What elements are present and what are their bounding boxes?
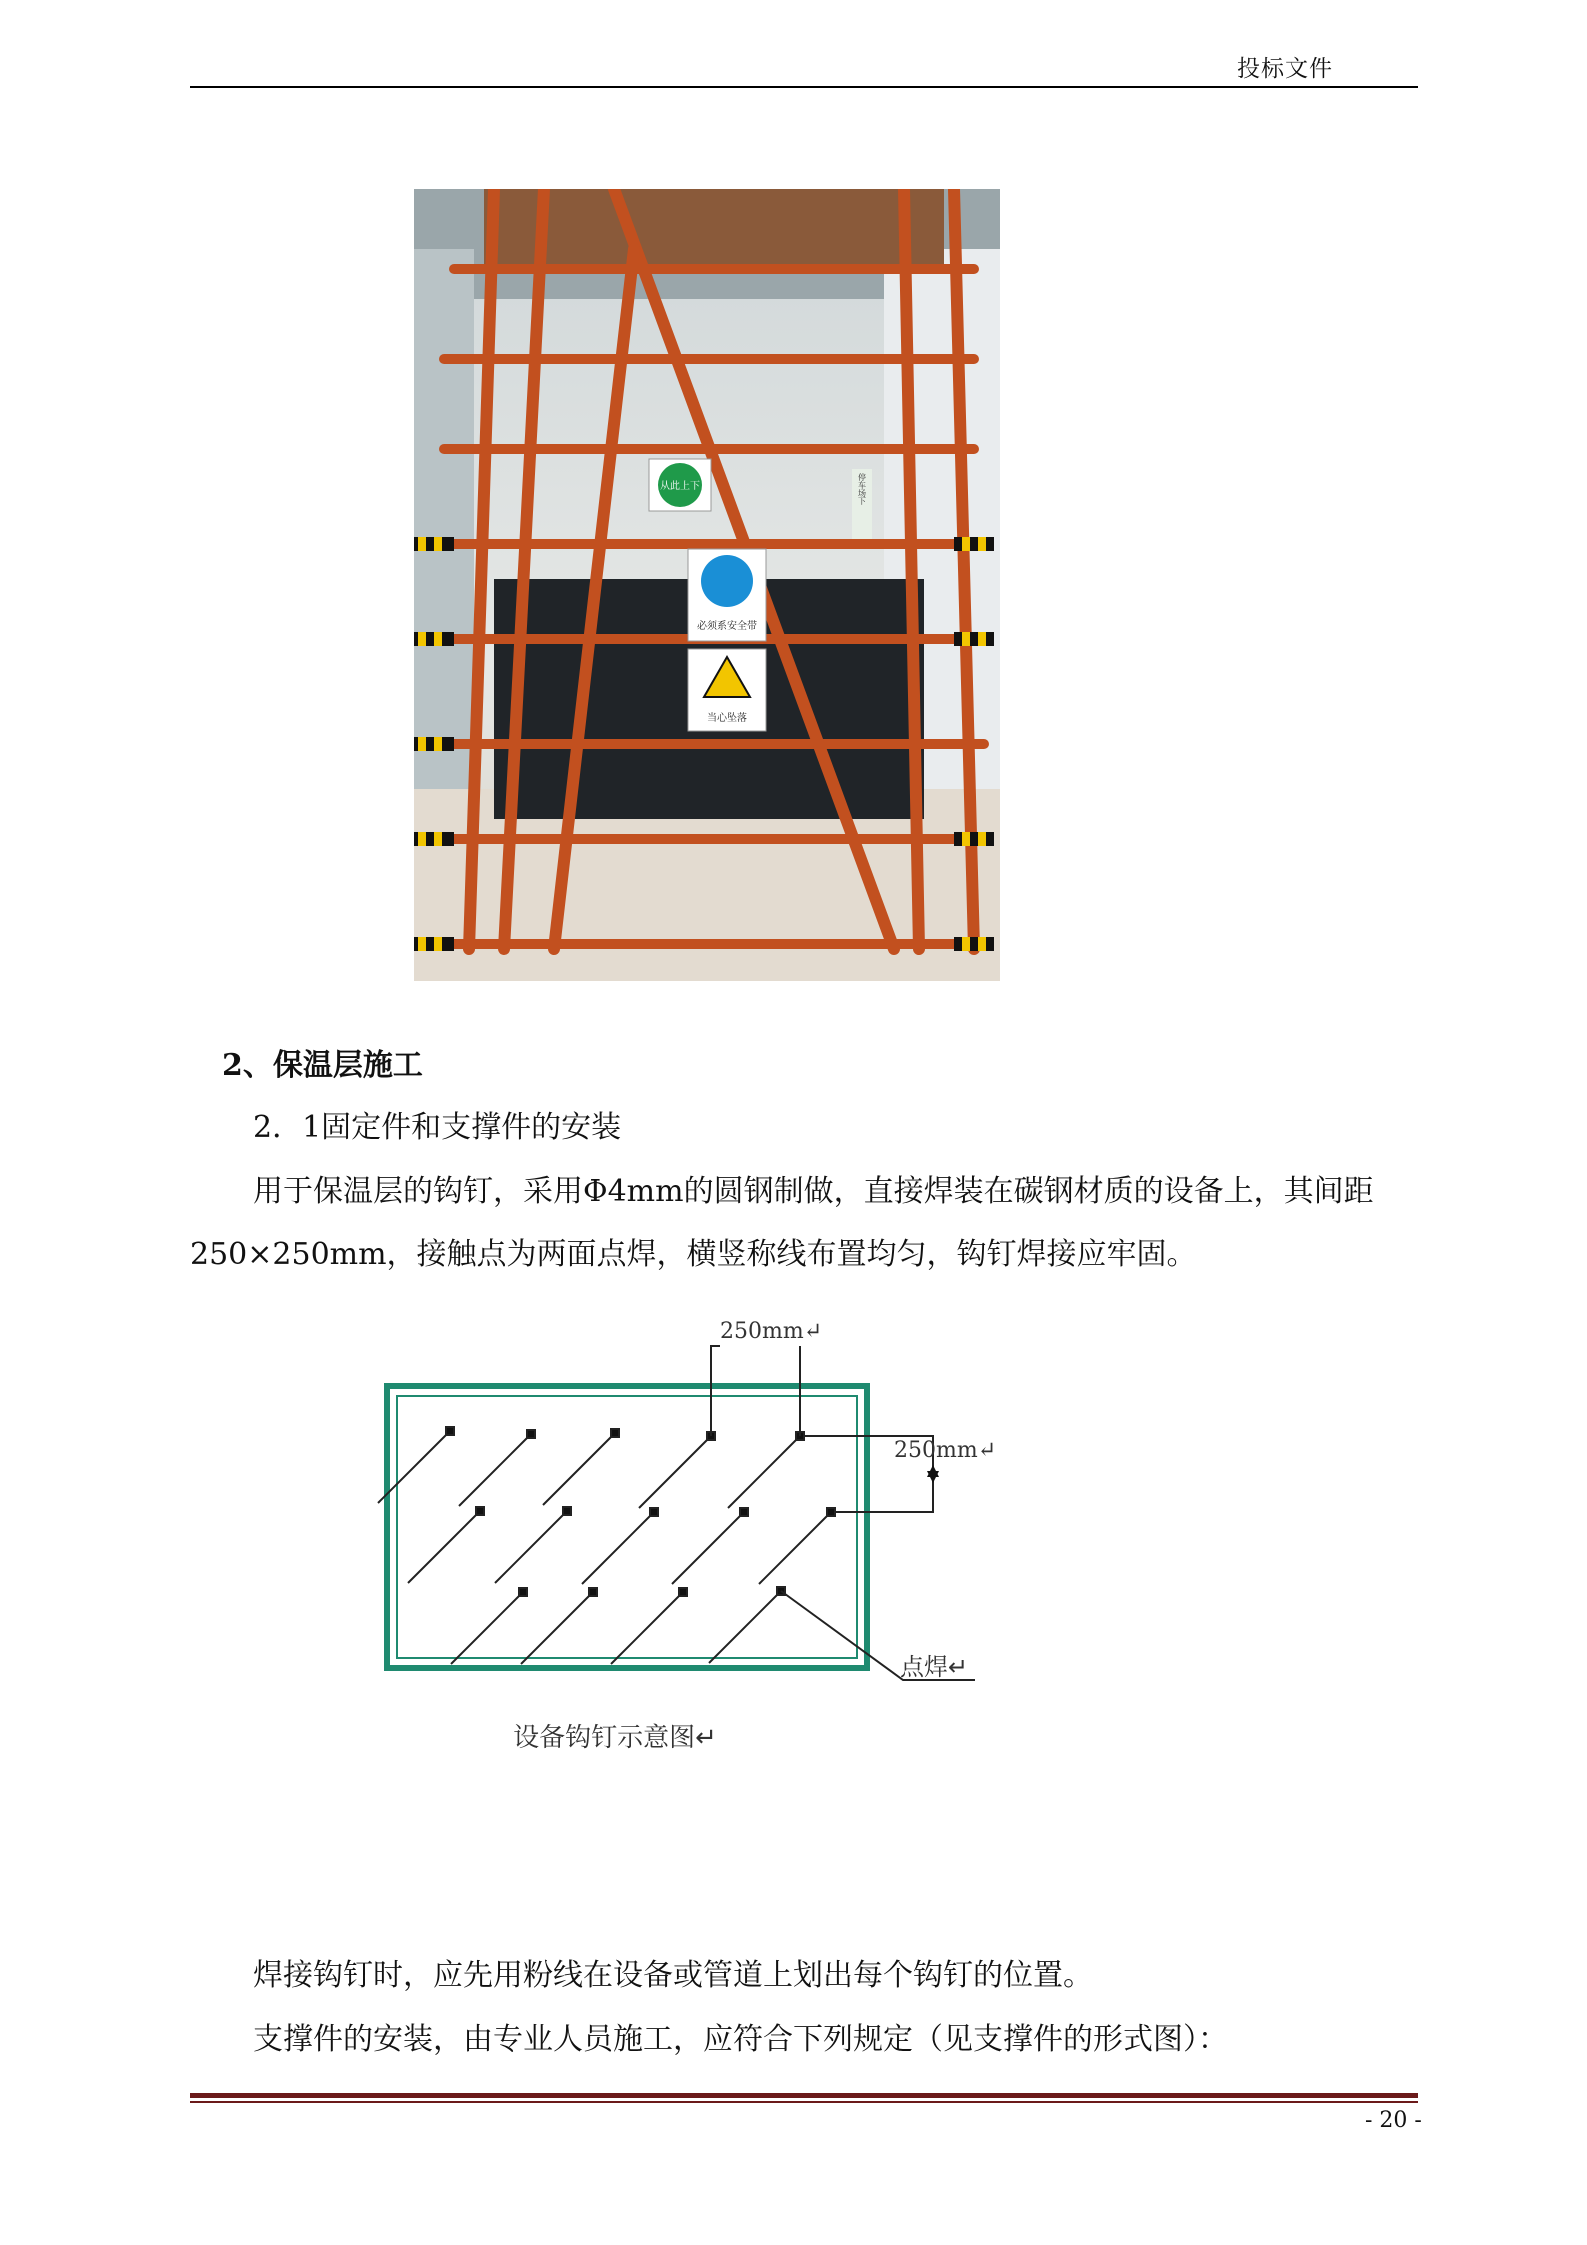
nail (589, 1588, 597, 1596)
svg-text:停车场下: 停车场下 (857, 473, 867, 505)
equipment-outer-border (387, 1386, 867, 1668)
body-line-2: 支撑件的安装，由专业人员施工，应符合下列规定（见支撑件的形式图）： (253, 2022, 1228, 2057)
nail (611, 1429, 619, 1437)
section-heading: 2、保温层施工 (222, 1048, 423, 1083)
nail (740, 1508, 748, 1516)
body-paragraph: 用于保温层的钩钉，采用Φ4mm的圆钢制做，直接焊装在碳钢材质的设备上，其间距250×250mm，接触点为两面点焊，横竖称线布置均匀，钩钉焊接应牢固。 (190, 1174, 1374, 1272)
section-subheading: 2．1固定件和支撑件的安装 (253, 1110, 622, 1145)
nail (476, 1507, 484, 1515)
dimension-right-label: 250mm↵ (894, 1438, 997, 1463)
nail (827, 1508, 835, 1516)
svg-text:当心坠落: 当心坠落 (707, 713, 747, 724)
scaffold-photo (414, 189, 1000, 981)
footer-rule (190, 2093, 1418, 2098)
body-line-1: 焊接钩钉时，应先用粉线在设备或管道上划出每个钩钉的位置。 (253, 1958, 1093, 1993)
weld-label: 点焊↵ (900, 1653, 969, 1681)
sign-yellow (688, 649, 766, 731)
footer-rule-thin (190, 2101, 1418, 2103)
header-label: 投标文件 (1237, 56, 1333, 82)
nail (527, 1430, 535, 1438)
page-number: - 20 - (1365, 2108, 1422, 2133)
nail (519, 1588, 527, 1596)
header-rule (190, 86, 1418, 88)
nail (446, 1427, 454, 1435)
dimension-top-label: 250mm↵ (720, 1319, 823, 1344)
equipment-inner-border (397, 1396, 857, 1658)
diagram-caption: 设备钩钉示意图↵ (513, 1723, 717, 1753)
svg-text:从此上下: 从此上下 (660, 481, 700, 492)
nail-rows (378, 1427, 835, 1664)
sign-green (649, 459, 711, 511)
svg-text:必须系安全带: 必须系安全带 (697, 621, 757, 632)
sign-blue (688, 549, 766, 641)
sign-side (852, 469, 872, 539)
nail (650, 1508, 658, 1516)
nail (679, 1588, 687, 1596)
nail (563, 1507, 571, 1515)
hook-nail-diagram (370, 1300, 1250, 1860)
